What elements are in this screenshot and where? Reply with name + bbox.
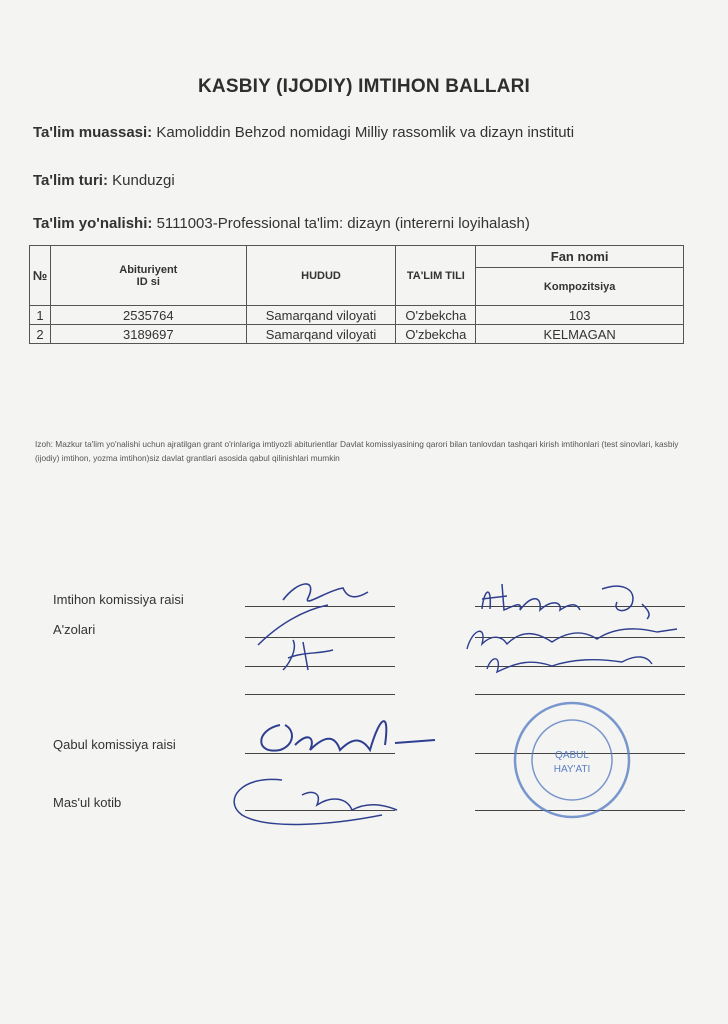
- row-til: O'zbekcha: [396, 325, 476, 344]
- table-row: [30, 325, 684, 344]
- row-hudud: Samarqand viloyati: [246, 306, 396, 325]
- col-header-hudud: HUDUD: [246, 246, 396, 306]
- institution-label: Ta'lim muassasi:: [33, 124, 153, 141]
- scores-table: [29, 245, 684, 344]
- secretary-label: Mas'ul kotib: [53, 795, 122, 810]
- institution-field: [33, 124, 574, 141]
- signature-line: [475, 694, 685, 695]
- handwritten-signature-admission: [250, 705, 450, 765]
- exam-chair-label: Imtihon komissiya raisi: [53, 592, 184, 607]
- col-header-id-line2: ID si: [136, 275, 160, 288]
- study-type-field: [33, 172, 175, 189]
- footnote: Izoh: Mazkur ta'lim yo'nalishi uchun ajratilgan grant o'rinlariga imtiyozli abiturientlar Davlat komissiyasining qarori bilan tanlovdan tashqari kirish imtihonlari (test sinovlari, kasbiy (ijodiy) imtihon, yozma imtihon)siz davlat grantlari asosida qabul qilinishlari mumkin: [35, 439, 679, 463]
- col-header-kompozitsiya: Kompozitsiya: [476, 268, 684, 306]
- row-no: 1: [30, 306, 51, 325]
- svg-text:QABUL: QABUL: [555, 750, 589, 761]
- row-ball: KELMAGAN: [476, 325, 684, 344]
- admission-chair-label: Qabul komissiya raisi: [53, 737, 176, 752]
- table-row: [30, 306, 684, 325]
- col-header-id: [50, 246, 246, 306]
- direction-field: [33, 215, 530, 232]
- row-ball: 103: [476, 306, 684, 325]
- row-id: 3189697: [50, 325, 246, 344]
- col-header-id-line1: Abituriyent: [119, 263, 178, 276]
- study-type-label: Ta'lim turi:: [33, 172, 108, 189]
- row-til: O'zbekcha: [396, 306, 476, 325]
- row-hudud: Samarqand viloyati: [246, 325, 396, 344]
- signature-line: [245, 694, 395, 695]
- handwritten-signature-members: [462, 574, 692, 684]
- handwritten-signature-chair: [248, 570, 408, 680]
- col-header-til: TA'LIM TILI: [396, 246, 476, 306]
- institution-value: Kamoliddin Behzod nomidagi Milliy rassomlik va dizayn instituti: [156, 124, 575, 141]
- svg-text:HAY'ATI: HAY'ATI: [553, 764, 591, 775]
- handwritten-signature-secretary: [222, 770, 452, 840]
- direction-label: Ta'lim yo'nalishi:: [33, 215, 153, 232]
- members-label: A'zolari: [53, 622, 96, 637]
- document-title: KASBIY (IJODIY) IMTIHON BALLARI: [197, 76, 531, 97]
- row-no: 2: [30, 325, 51, 344]
- official-stamp: [512, 700, 632, 820]
- row-id: 2535764: [50, 306, 246, 325]
- col-header-no: №: [30, 246, 51, 306]
- col-header-fan: Fan nomi: [476, 246, 684, 268]
- study-type-value: Kunduzgi: [112, 172, 175, 189]
- direction-value: 5111003-Professional ta'lim: dizayn (intererni loyihalash): [156, 215, 530, 232]
